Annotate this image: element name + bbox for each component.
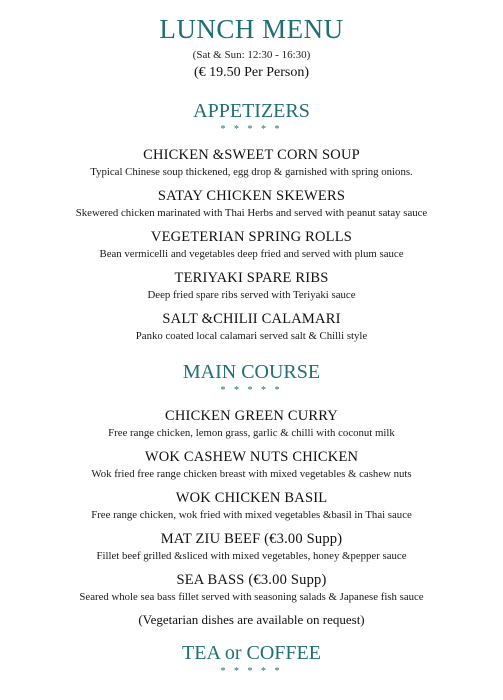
serving-hours: (Sat & Sun: 12:30 - 16:30) [192, 49, 311, 61]
tea-coffee-section [0, 641, 503, 678]
item-description: Free range chicken, wok fried with mixed vegetables &basil in Thai sauce [91, 509, 412, 521]
item-description: Deep fried spare ribs served with Teriyaki sauce [147, 289, 356, 301]
item-name: SATAY CHICKEN SKEWERS [157, 188, 346, 204]
item-description: Free range chicken, lemon grass, garlic & chilli with coconut milk [108, 427, 395, 439]
appetizers-divider: * * * * * [220, 124, 283, 135]
appetizers-section [0, 99, 503, 343]
item-name: TERIYAKI SPARE RIBS [174, 270, 329, 286]
main-course-heading: MAIN COURSE [182, 361, 321, 383]
menu-item-mat-ziu-beef [0, 530, 503, 563]
menu-price: (€ 19.50 Per Person) [193, 65, 310, 80]
menu-item-salt-chilli-calamari [0, 310, 503, 343]
menu-item-chicken-green-curry [0, 407, 503, 440]
menu-item-vegetarian-spring-rolls [0, 228, 503, 261]
appetizers-heading: APPETIZERS [193, 100, 310, 122]
item-description: Wok fried free range chicken breast with mixed vegetables & cashew nuts [91, 468, 412, 480]
main-course-list [0, 407, 503, 604]
item-name: MAT ZIU BEEF (€3.00 Supp) [160, 531, 343, 547]
menu-item-sea-bass [0, 571, 503, 604]
item-name: SEA BASS (€3.00 Supp) [176, 572, 327, 588]
item-name: CHICKEN GREEN CURRY [165, 408, 338, 424]
main-course-section [0, 360, 503, 628]
item-description: Fillet beef grilled &sliced with mixed vegetables, honey &pepper sauce [96, 550, 407, 562]
item-description: Seared whole sea bass fillet served with seasoning salads & Japanese fish sauce [79, 591, 424, 603]
item-description: Bean vermicelli and vegetables deep fried and served with plum sauce [99, 248, 404, 260]
item-description: Skewered chicken marinated with Thai Herbs and served with peanut satay sauce [75, 207, 428, 219]
item-description: Panko coated local calamari served salt & Chilli style [135, 330, 368, 342]
menu-item-wok-cashew-nuts-chicken [0, 448, 503, 481]
item-name: VEGETERIAN SPRING ROLLS [150, 229, 353, 245]
item-name: CHICKEN &SWEET CORN SOUP [143, 147, 360, 163]
menu-item-teriyaki-spare-ribs [0, 269, 503, 302]
appetizers-list [0, 146, 503, 343]
tea-coffee-divider: * * * * * [220, 666, 283, 677]
item-description: Typical Chinese soup thickened, egg drop & garnished with spring onions. [90, 166, 413, 178]
item-name: WOK CHICKEN BASIL [175, 490, 328, 506]
menu-item-wok-chicken-basil [0, 489, 503, 522]
main-course-divider: * * * * * [220, 385, 283, 396]
item-name: SALT &CHILII CALAMARI [162, 311, 341, 327]
item-name: WOK CASHEW NUTS CHICKEN [144, 449, 359, 465]
menu-item-chicken-sweet-corn-soup [0, 146, 503, 179]
menu-item-satay-chicken-skewers [0, 187, 503, 220]
menu-title: LUNCH MENU [159, 14, 344, 44]
vegetarian-note: (Vegetarian dishes are available on request) [138, 612, 365, 627]
tea-coffee-heading: TEA or COFFEE [182, 642, 321, 664]
